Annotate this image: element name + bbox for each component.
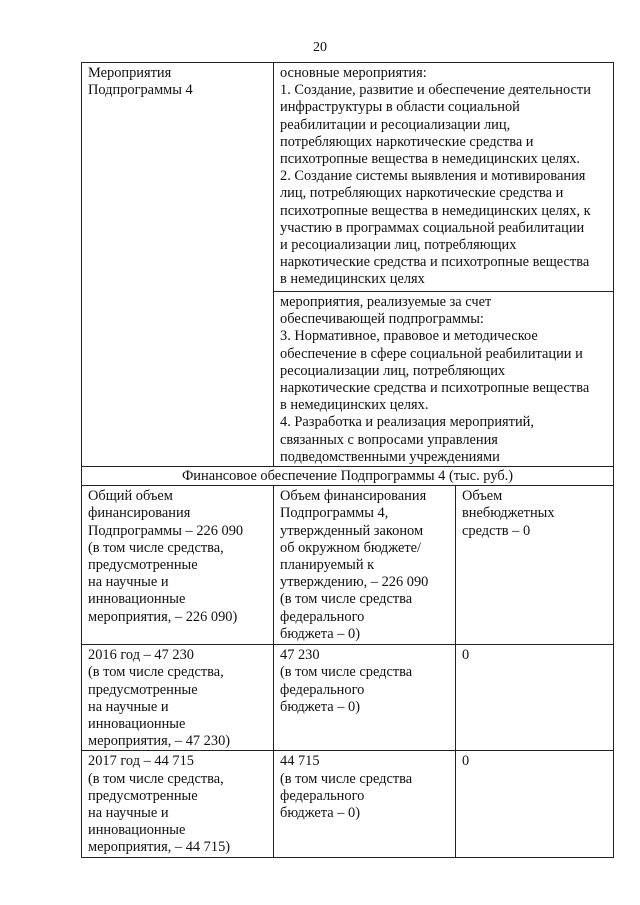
measure-line: потребляющих наркотические средства и <box>280 133 534 150</box>
finance-line: финансирования <box>88 505 191 522</box>
measure-line: 4. Разработка и реализация мероприятий, <box>280 414 534 431</box>
finance-line: утвержденный законом <box>280 522 424 539</box>
finance-line: Объем финансирования <box>280 488 427 505</box>
finance-line: бюджета – 0) <box>280 625 361 642</box>
finance-line: 2017 год – 44 715 <box>88 753 194 770</box>
finance-line: планируемый к <box>280 557 375 574</box>
section-label-line: Мероприятия <box>88 65 172 81</box>
finance-line: предусмотренные <box>88 787 198 804</box>
finance-line: утверждению, – 226 090 <box>280 574 429 591</box>
finance-line: (в том числе средства, <box>88 664 224 681</box>
finance-line: федерального <box>280 681 365 698</box>
finance-line: об окружном бюджете/ <box>280 539 422 556</box>
finance-line: средств – 0 <box>462 522 531 539</box>
finance-line: бюджета – 0) <box>280 805 361 822</box>
measure-line: в немедицинских целях <box>280 271 425 288</box>
measure-line: основные мероприятия: <box>280 65 427 81</box>
measure-line: лиц, потребляющих наркотические средства и <box>280 185 564 202</box>
finance-line: мероприятия, – 44 715) <box>88 839 231 856</box>
finance-line: 0 <box>462 647 470 664</box>
finance-budget-cell <box>274 751 456 857</box>
measure-line: обеспечивающей подпрограммы: <box>280 311 484 328</box>
measure-line: психотропные вещества в немедицинских целях. <box>280 151 581 168</box>
main-measures-cell <box>274 63 614 292</box>
finance-row-total <box>82 486 614 645</box>
measure-line: связанных с вопросами управления <box>280 431 498 448</box>
finance-line: предусмотренные <box>88 681 198 698</box>
measure-line: наркотические средства и психотропные вещества <box>280 380 590 397</box>
measure-line: участию в программах социальной реабилитации <box>280 219 585 236</box>
finance-extrabudget-cell <box>456 751 614 857</box>
measure-line: ресоциализации лиц, потребляющих <box>280 362 506 379</box>
finance-line: (в том числе средства <box>280 591 413 608</box>
finance-line: бюджета – 0) <box>280 698 361 715</box>
finance-line: 0 <box>462 753 470 770</box>
finance-line: (в том числе средства, <box>88 539 224 556</box>
page-number: 20 <box>313 40 327 55</box>
finance-line: предусмотренные <box>88 557 198 574</box>
finance-year-cell <box>82 645 274 751</box>
finance-line: 47 230 <box>280 647 320 664</box>
finance-line: 2016 год – 47 230 <box>88 647 194 664</box>
measure-line: наркотические средства и психотропные вещества <box>280 254 590 271</box>
finance-line: федерального <box>280 608 365 625</box>
program-table <box>81 62 614 858</box>
finance-line: инновационные <box>88 591 186 608</box>
finance-budget-cell <box>274 645 456 751</box>
finance-line: (в том числе средства <box>280 770 413 787</box>
finance-line: (в том числе средства, <box>88 770 224 787</box>
section-label-line: Подпрограммы 4 <box>88 82 193 99</box>
finance-line: на научные и <box>88 805 169 822</box>
measure-line: обеспечение в сфере социальной реабилитации и <box>280 345 583 362</box>
finance-line: Подпрограммы – 226 090 <box>88 522 244 539</box>
finance-line: Объем <box>462 488 503 505</box>
finance-line: на научные и <box>88 574 169 591</box>
finance-extrabudget-cell <box>456 645 614 751</box>
finance-line: на научные и <box>88 698 169 715</box>
finance-line: (в том числе средства <box>280 664 413 681</box>
measure-line: психотропные вещества в немедицинских целях, к <box>280 202 591 219</box>
finance-line: Подпрограммы 4, <box>280 505 389 522</box>
measure-line: мероприятия, реализуемые за счет <box>280 294 492 310</box>
finance-budget-cell <box>274 486 456 645</box>
finance-line: внебюджетных <box>462 505 555 522</box>
measure-line: 3. Нормативное, правовое и методическое <box>280 328 538 345</box>
finance-row-2017 <box>82 751 614 857</box>
measures-row-main <box>82 63 614 292</box>
finance-line: мероприятия, – 226 090) <box>88 608 238 625</box>
measure-line: подведомственными учреждениями <box>280 448 500 465</box>
finance-line: федерального <box>280 787 365 804</box>
measure-line: в немедицинских целях. <box>280 397 429 414</box>
finance-extrabudget-cell <box>456 486 614 645</box>
financing-header-row <box>82 467 614 486</box>
finance-total-cell <box>82 486 274 645</box>
financing-header: Финансовое обеспечение Подпрограммы 4 (тыс. руб.) <box>82 467 614 486</box>
finance-line: инновационные <box>88 716 186 733</box>
finance-line: мероприятия, – 47 230) <box>88 733 231 750</box>
finance-year-cell <box>82 751 274 857</box>
measure-line: 2. Создание системы выявления и мотивирования <box>280 168 586 185</box>
finance-line: инновационные <box>88 822 186 839</box>
measure-line: инфраструктуры в области социальной <box>280 99 520 116</box>
section-label-cell <box>82 63 274 467</box>
supporting-measures-cell <box>274 292 614 467</box>
measure-line: и ресоциализации лиц, потребляющих <box>280 237 517 254</box>
finance-line: 44 715 <box>280 753 320 770</box>
measure-line: реабилитации и ресоциализации лиц, <box>280 116 511 133</box>
measure-line: 1. Создание, развитие и обеспечение деятельности <box>280 82 591 99</box>
finance-line: Общий объем <box>88 488 173 505</box>
finance-row-2016 <box>82 645 614 751</box>
